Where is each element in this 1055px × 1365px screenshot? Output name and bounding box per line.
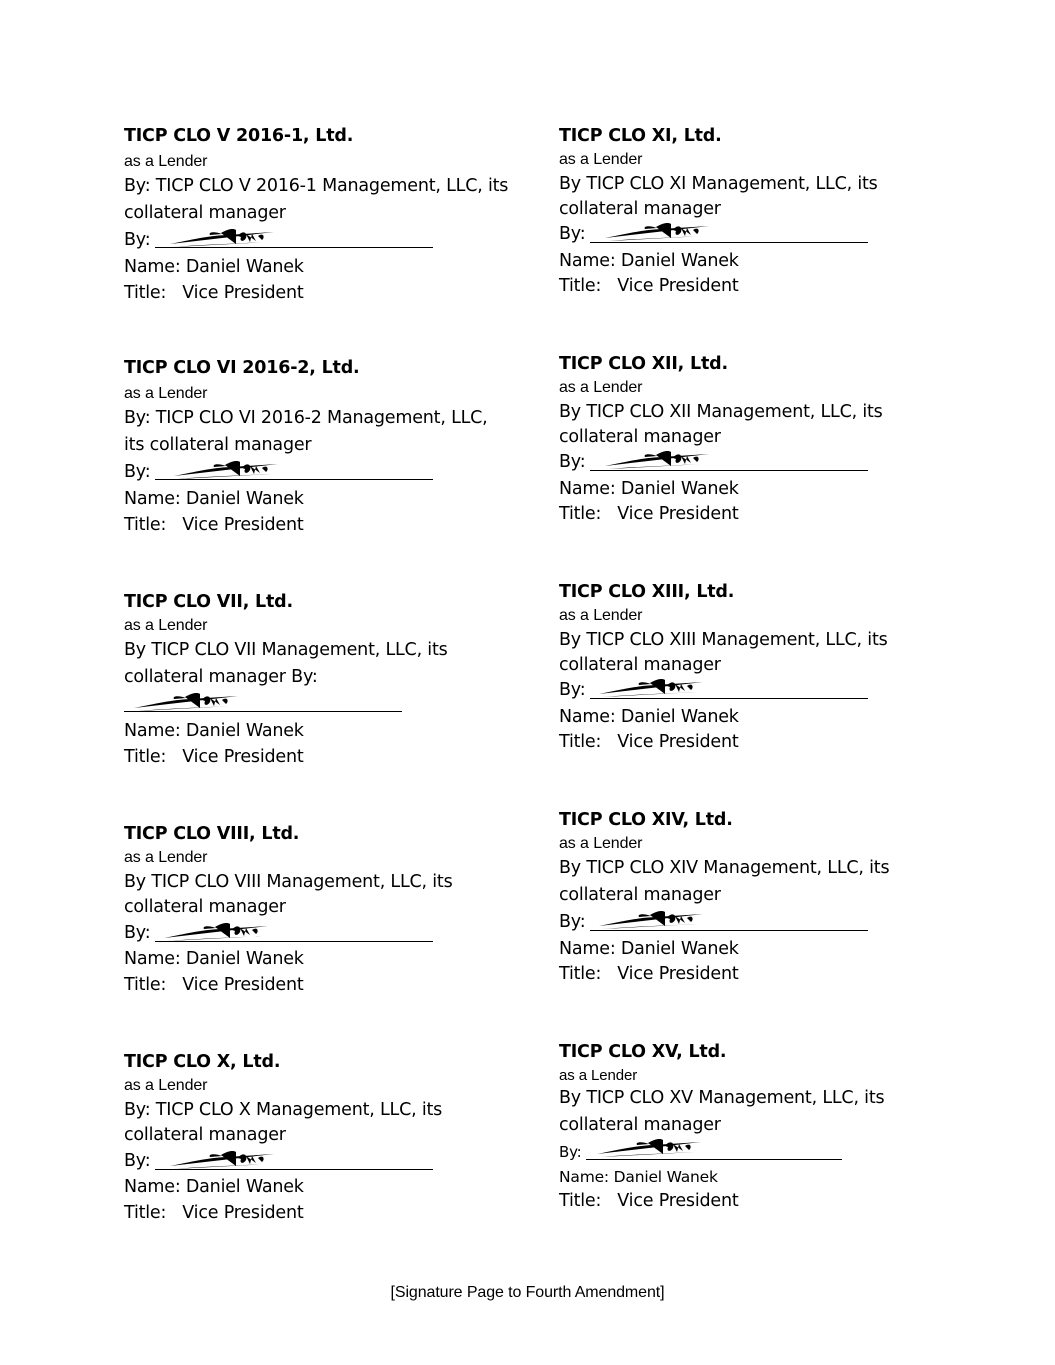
signer-name: Name: Daniel Wanek (559, 707, 739, 727)
entity-name: TICP CLO VI 2016-2, Ltd. (124, 358, 360, 378)
by-label: By: (124, 923, 151, 943)
by-label: By: (124, 230, 151, 250)
lender-role: as a Lender (124, 1077, 208, 1094)
signer-title: Title: Vice President (559, 276, 739, 296)
signature-image (160, 912, 275, 946)
signature-image (130, 682, 245, 716)
signer-name: Name: Daniel Wanek (559, 1168, 718, 1186)
by-label: By: (559, 1143, 582, 1161)
entity-name: TICP CLO XI, Ltd. (559, 126, 722, 146)
manager-line-2: collateral manager (124, 203, 286, 223)
entity-name: TICP CLO XIII, Ltd. (559, 582, 735, 602)
manager-line-1: By TICP CLO XV Management, LLC, its (559, 1088, 885, 1108)
lender-role: as a Lender (559, 1067, 638, 1084)
manager-line-2: collateral manager (124, 1125, 286, 1145)
manager-line-2: collateral manager (559, 1115, 721, 1135)
by-label: By: (124, 1151, 151, 1171)
page-footer: [Signature Page to Fourth Amendment] (390, 1284, 665, 1301)
manager-line-2: its collateral manager (124, 435, 312, 455)
signer-name: Name: Daniel Wanek (124, 257, 304, 277)
signer-title: Title: Vice President (559, 1191, 739, 1211)
signer-title: Title: Vice President (124, 515, 304, 535)
signer-title: Title: Vice President (559, 504, 739, 524)
signer-name: Name: Daniel Wanek (124, 721, 304, 741)
by-label: By: (559, 680, 586, 700)
entity-name: TICP CLO VIII, Ltd. (124, 824, 300, 844)
manager-line-2: collateral manager (124, 897, 286, 917)
signature-image (170, 450, 285, 484)
entity-name: TICP CLO VII, Ltd. (124, 592, 293, 612)
signature-image (166, 1140, 281, 1174)
entity-name: TICP CLO X, Ltd. (124, 1052, 281, 1072)
by-label: By: (559, 912, 586, 932)
signature-image (601, 212, 716, 246)
lender-role: as a Lender (124, 617, 208, 634)
signer-title: Title: Vice President (124, 1203, 304, 1223)
signature-image (595, 668, 710, 702)
manager-line-1: By TICP CLO VII Management, LLC, its (124, 640, 448, 660)
manager-line-1: By TICP CLO XII Management, LLC, its (559, 402, 883, 422)
entity-name: TICP CLO XV, Ltd. (559, 1042, 727, 1062)
signer-name: Name: Daniel Wanek (559, 479, 739, 499)
signer-name: Name: Daniel Wanek (559, 939, 739, 959)
lender-role: as a Lender (124, 153, 208, 170)
manager-line-2: collateral manager (559, 427, 721, 447)
by-label: By: (559, 452, 586, 472)
manager-line-1: By TICP CLO XI Management, LLC, its (559, 174, 878, 194)
manager-line-1: By TICP CLO XIII Management, LLC, its (559, 630, 888, 650)
manager-line-2: collateral manager (559, 199, 721, 219)
signer-name: Name: Daniel Wanek (124, 949, 304, 969)
signer-name: Name: Daniel Wanek (124, 1177, 304, 1197)
lender-role: as a Lender (559, 379, 643, 396)
signature-image (593, 1128, 708, 1162)
signer-title: Title: Vice President (124, 283, 304, 303)
signature-image (595, 900, 710, 934)
signer-name: Name: Daniel Wanek (124, 489, 304, 509)
lender-role: as a Lender (559, 151, 643, 168)
signature-image (166, 218, 281, 252)
signer-title: Title: Vice President (559, 732, 739, 752)
entity-name: TICP CLO XII, Ltd. (559, 354, 728, 374)
lender-role: as a Lender (124, 385, 208, 402)
manager-line-1: By: TICP CLO V 2016-1 Management, LLC, its (124, 176, 509, 196)
manager-line-2: collateral manager By: (124, 667, 318, 687)
signature-image (601, 440, 716, 474)
lender-role: as a Lender (124, 849, 208, 866)
by-label: By: (559, 224, 586, 244)
manager-line-1: By TICP CLO VIII Management, LLC, its (124, 872, 453, 892)
manager-line-1: By: TICP CLO X Management, LLC, its (124, 1100, 443, 1120)
signer-title: Title: Vice President (124, 747, 304, 767)
manager-line-2: collateral manager (559, 885, 721, 905)
manager-line-1: By: TICP CLO VI 2016-2 Management, LLC, (124, 408, 488, 428)
signer-title: Title: Vice President (559, 964, 739, 984)
manager-line-2: collateral manager (559, 655, 721, 675)
signer-name: Name: Daniel Wanek (559, 251, 739, 271)
lender-role: as a Lender (559, 607, 643, 624)
entity-name: TICP CLO XIV, Ltd. (559, 810, 733, 830)
entity-name: TICP CLO V 2016-1, Ltd. (124, 126, 354, 146)
lender-role: as a Lender (559, 835, 643, 852)
by-label: By: (124, 462, 151, 482)
manager-line-1: By TICP CLO XIV Management, LLC, its (559, 858, 890, 878)
signer-title: Title: Vice President (124, 975, 304, 995)
